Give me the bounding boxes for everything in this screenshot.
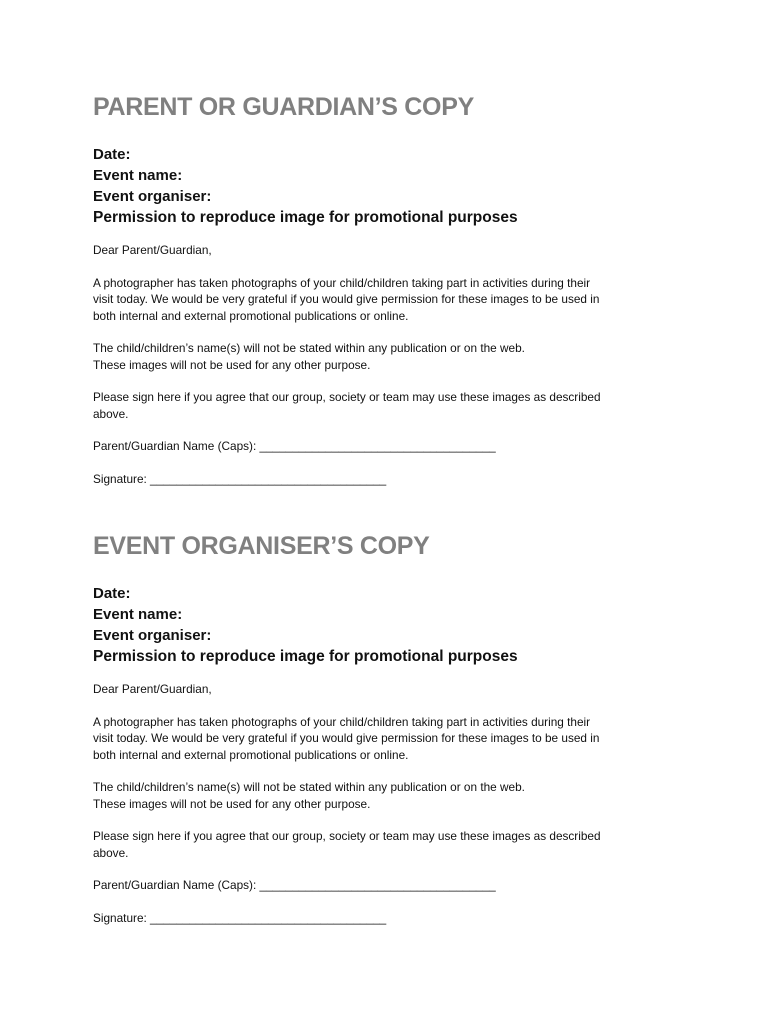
event-details xyxy=(93,144,693,228)
parent-name-field[interactable]: Parent/Guardian Name (Caps): ____________________________________ xyxy=(93,439,496,453)
privacy-paragraph xyxy=(93,340,693,373)
date-label: Date: xyxy=(93,585,131,602)
greeting: Dear Parent/Guardian, xyxy=(93,243,212,257)
signature-field[interactable]: Signature: ____________________________________ xyxy=(93,471,387,486)
paragraph-line: both internal and external promotional publications or online. xyxy=(93,308,409,323)
paragraph-line: Please sign here if you agree that our group, society or team may use these images as described xyxy=(93,829,601,843)
parent-guardian-copy-section xyxy=(93,88,693,487)
paragraph-line: above. xyxy=(93,406,129,421)
event-details xyxy=(93,583,693,667)
paragraph-line: above. xyxy=(93,845,129,860)
permission-heading: Permission to reproduce image for promotional purposes xyxy=(93,209,518,226)
paragraph-line: These images will not be used for any other purpose. xyxy=(93,796,371,811)
paragraph-line: visit today. We would be very grateful if you would give permission for these images to be used in xyxy=(93,292,600,306)
date-label: Date: xyxy=(93,146,131,163)
event-organiser-label: Event organiser: xyxy=(93,627,212,644)
greeting: Dear Parent/Guardian, xyxy=(93,682,212,696)
paragraph-line: The child/children’s name(s) will not be stated within any publication or on the web. xyxy=(93,341,525,355)
paragraph-line: both internal and external promotional publications or online. xyxy=(93,747,409,762)
permission-heading: Permission to reproduce image for promotional purposes xyxy=(93,648,518,665)
organiser-copy-title: EVENT ORGANISER’S COPY xyxy=(93,532,430,560)
event-organiser-copy-section xyxy=(93,527,693,926)
parent-name-field[interactable]: Parent/Guardian Name (Caps): ____________________________________ xyxy=(93,878,496,892)
parent-copy-title: PARENT OR GUARDIAN’S COPY xyxy=(93,93,474,121)
signature-field[interactable]: Signature: ____________________________________ xyxy=(93,910,387,925)
paragraph-line: Please sign here if you agree that our group, society or team may use these images as described xyxy=(93,390,601,404)
paragraph-line: These images will not be used for any other purpose. xyxy=(93,357,371,372)
photographer-paragraph xyxy=(93,714,693,764)
photographer-paragraph xyxy=(93,275,693,325)
paragraph-line: The child/children’s name(s) will not be stated within any publication or on the web. xyxy=(93,780,525,794)
paragraph-line: A photographer has taken photographs of your child/children taking part in activities during their xyxy=(93,714,591,729)
event-organiser-label: Event organiser: xyxy=(93,188,212,205)
event-name-label: Event name: xyxy=(93,167,183,184)
paragraph-line: visit today. We would be very grateful if you would give permission for these images to be used in xyxy=(93,731,600,745)
privacy-paragraph xyxy=(93,779,693,812)
paragraph-line: A photographer has taken photographs of your child/children taking part in activities during their xyxy=(93,275,591,290)
event-name-label: Event name: xyxy=(93,606,183,623)
consent-paragraph xyxy=(93,828,693,861)
consent-paragraph xyxy=(93,389,693,422)
